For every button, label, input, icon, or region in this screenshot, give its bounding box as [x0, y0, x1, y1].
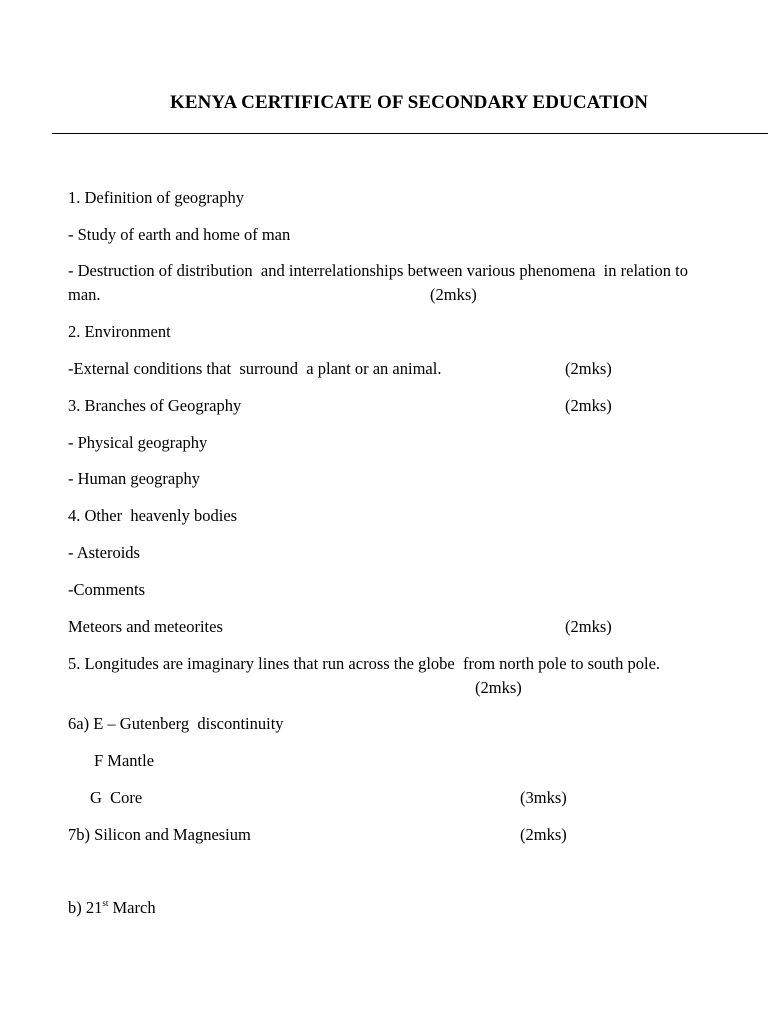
q1-point-2-line-2: man. [68, 285, 101, 304]
q4-heading: 4. Other heavenly bodies [68, 506, 238, 525]
q7b-text: 7b) Silicon and Magnesium [68, 825, 251, 844]
q2-point-1: -External conditions that surround a plant or an animal. [68, 359, 442, 378]
q7b-marks: (2mks) [520, 825, 567, 844]
q1-point-2-line-1: - Destruction of distribution and interrelationships between various phenomena in relation to [68, 261, 688, 280]
q4-point-2: -Comments [68, 580, 145, 599]
q1-marks: (2mks) [430, 285, 477, 304]
q2-marks: (2mks) [565, 359, 612, 378]
q7b-b-suffix: March [108, 898, 156, 917]
q4-marks: (2mks) [565, 617, 612, 636]
q3-point-2: - Human geography [68, 469, 200, 488]
q4-point-1: - Asteroids [68, 543, 140, 562]
q6a-item-e: 6a) E – Gutenberg discontinuity [68, 714, 284, 733]
q5-text: 5. Longitudes are imaginary lines that run across the globe from north pole to south pole. [68, 654, 661, 673]
q3-marks: (2mks) [565, 396, 612, 415]
page-title: KENYA CERTIFICATE OF SECONDARY EDUCATION [169, 92, 649, 113]
q7b-b-superscript: st [102, 898, 109, 908]
header-divider [52, 133, 768, 134]
q2-heading: 2. Environment [68, 322, 171, 341]
q7b-b-answer [68, 898, 156, 918]
q4-point-3: Meteors and meteorites [68, 617, 223, 636]
q3-point-1: - Physical geography [68, 433, 208, 452]
q6a-item-f: F Mantle [94, 751, 155, 770]
q5-marks: (2mks) [475, 678, 522, 697]
q3-heading: 3. Branches of Geography [68, 396, 242, 415]
q6a-item-g: G Core [90, 788, 143, 807]
q1-heading: 1. Definition of geography [68, 188, 244, 207]
q7b-b-prefix: b) 21 [68, 898, 103, 917]
q6a-marks: (3mks) [520, 788, 567, 807]
q1-point-1: - Study of earth and home of man [68, 225, 291, 244]
